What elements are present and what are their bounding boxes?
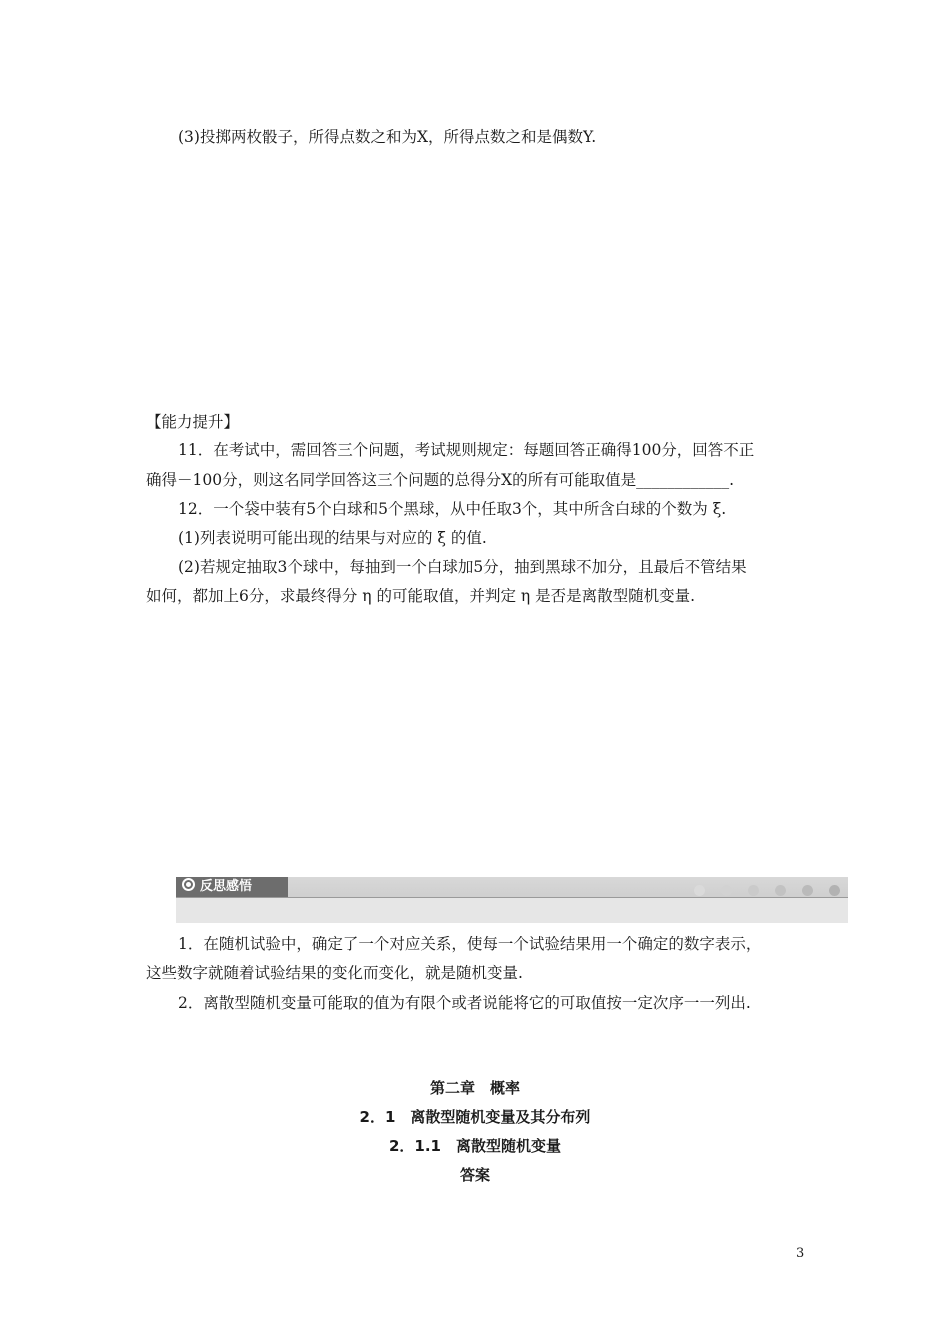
question-12-stem: 12．一个袋中装有5个白球和5个黑球，从中任取3个，其中所含白球的个数为 ξ. xyxy=(178,500,727,518)
dot-icon xyxy=(775,885,786,896)
dot-icon xyxy=(829,885,840,896)
reflection-banner xyxy=(176,877,848,923)
answers-title: 答案 xyxy=(459,1166,490,1184)
reflection-point-1-line-2: 这些数字就随着试验结果的变化而变化，就是随机变量. xyxy=(146,964,523,982)
question-12-part-1: (1)列表说明可能出现的结果与对应的 ξ 的值. xyxy=(178,529,487,547)
banner-dots xyxy=(683,881,840,893)
section-title: 2．1 离散型随机变量及其分布列 xyxy=(359,1108,591,1126)
question-12-part-2-line-1: (2)若规定抽取3个球中，每抽到一个白球加5分，抽到黑球不加分，且最后不管结果 xyxy=(178,558,747,576)
banner-rule xyxy=(176,897,848,898)
target-icon xyxy=(182,878,195,891)
banner-label xyxy=(176,877,288,897)
dot-icon xyxy=(748,885,759,896)
subsection-title: 2．1.1 离散型随机变量 xyxy=(388,1137,561,1155)
question-11-line-1: 11．在考试中，需回答三个问题，考试规则规定：每题回答正确得100分，回答不正 xyxy=(178,441,755,459)
question-10-part-3: (3)投掷两枚骰子，所得点数之和为X，所得点数之和是偶数Y. xyxy=(178,128,597,146)
reflection-point-2: 2．离散型随机变量可能取的值为有限个或者说能将它的可取值按一定次序一一列出. xyxy=(178,994,751,1012)
question-12-part-2-line-2: 如何，都加上6分，求最终得分 η 的可能取值，并判定 η 是否是离散型随机变量. xyxy=(146,587,696,605)
page-number: 3 xyxy=(796,1246,805,1261)
dot-icon xyxy=(694,885,705,896)
banner-label-text: 反思感悟 xyxy=(200,879,253,894)
dot-icon xyxy=(721,885,732,896)
dot-icon xyxy=(802,885,813,896)
chapter-title: 第二章 概率 xyxy=(429,1079,520,1097)
section-heading-ability: 【能力提升】 xyxy=(146,413,240,431)
question-11-line-2: 确得－100分，则这名同学回答这三个问题的总得分X的所有可能取值是____________. xyxy=(146,471,735,489)
reflection-point-1-line-1: 1．在随机试验中，确定了一个对应关系，使每一个试验结果用一个确定的数字表示， xyxy=(178,935,762,953)
